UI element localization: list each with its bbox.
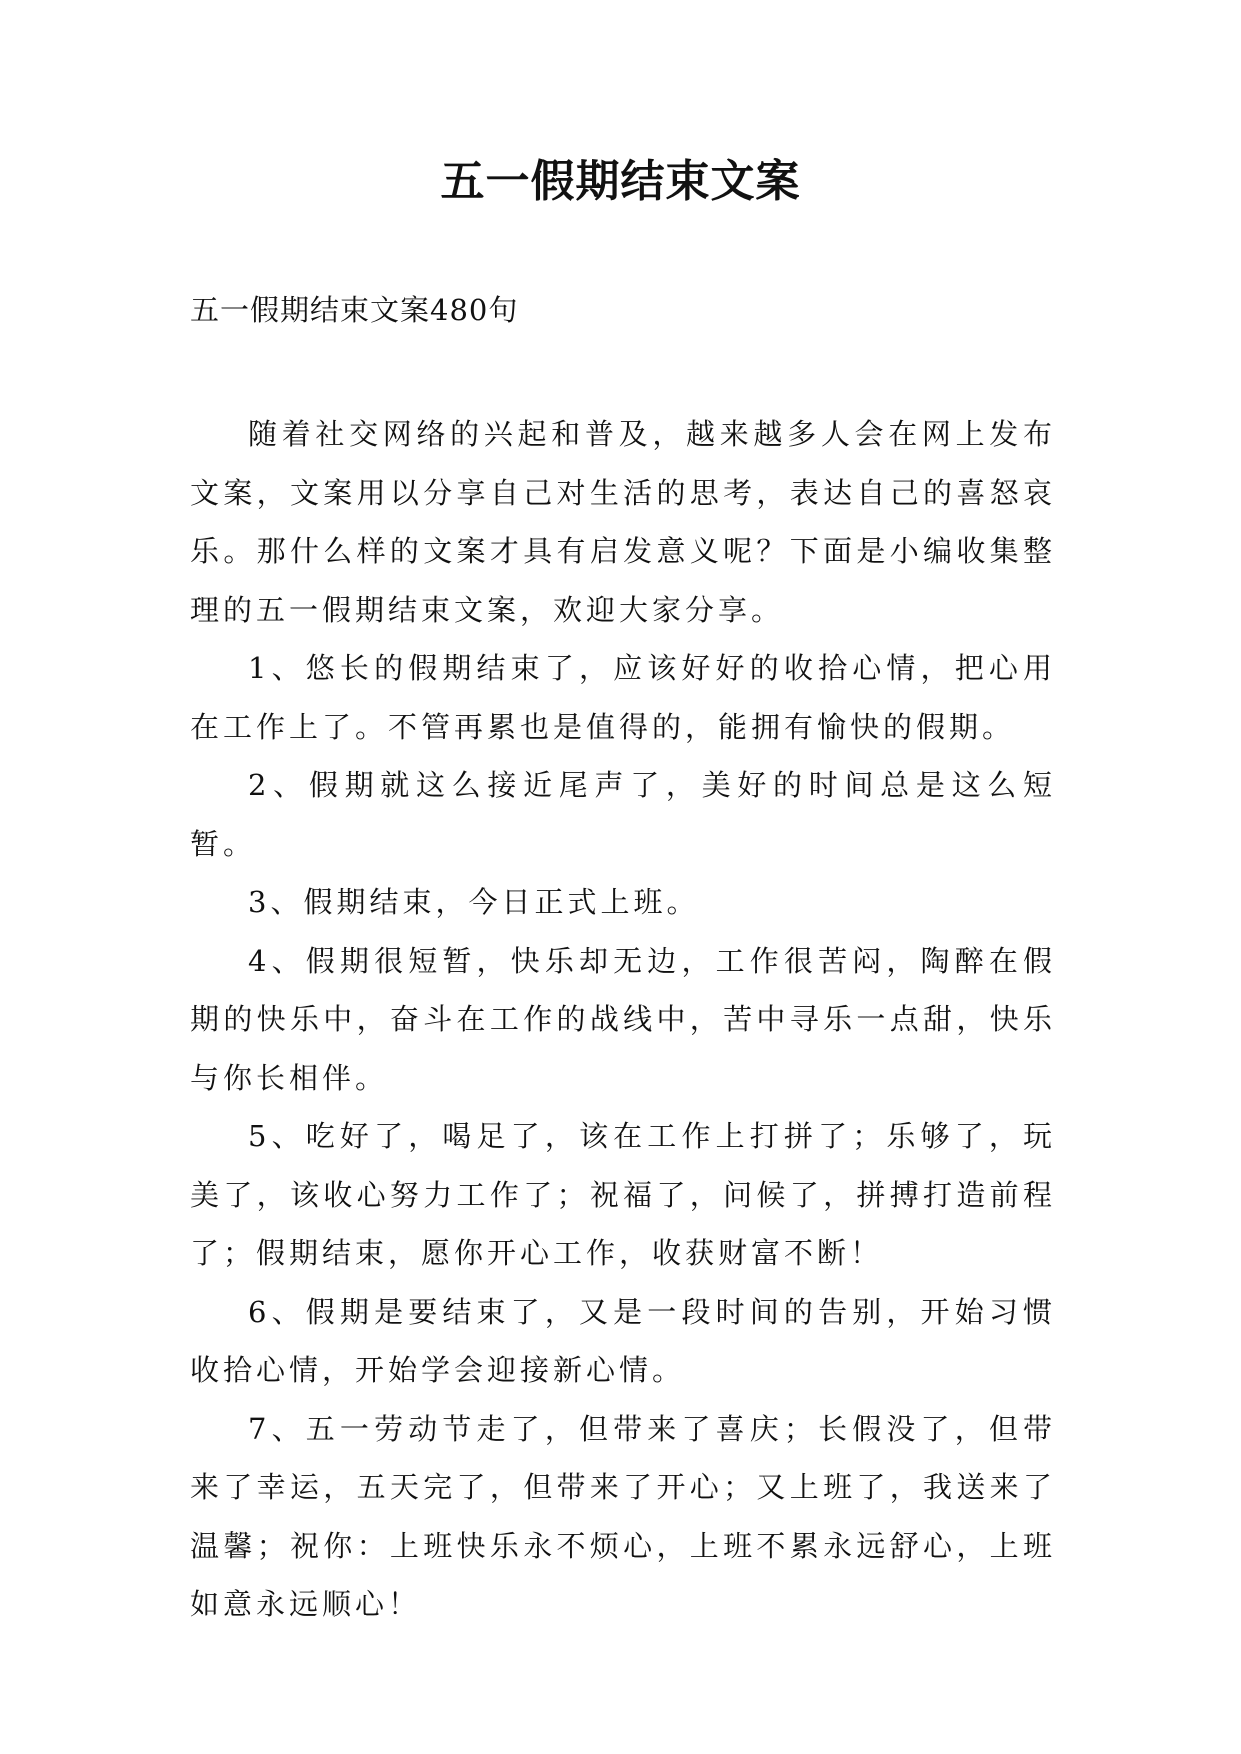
document-subtitle: 五一假期结束文案480句 bbox=[190, 293, 519, 327]
list-item-7: 7、五一劳动节走了，但带来了喜庆；长假没了，但带来了幸运，五天完了，但带来了开心；又上班了，我送来了温馨；祝你：上班快乐永不烦心，上班不累永远舒心，上班如意永远顺心！ bbox=[190, 1411, 1056, 1621]
list-item-4: 4、假期很短暂，快乐却无边，工作很苦闷，陶醉在假期的快乐中，奋斗在工作的战线中，苦中寻乐一点甜，快乐与你长相伴。 bbox=[190, 943, 1056, 1095]
list-item-6: 6、假期是要结束了，又是一段时间的告别，开始习惯收拾心情，开始学会迎接新心情。 bbox=[190, 1294, 1056, 1387]
document-body bbox=[190, 405, 1056, 1634]
list-item-2: 2、假期就这么接近尾声了，美好的时间总是这么短暂。 bbox=[190, 768, 1056, 861]
list-item-1: 1、悠长的假期结束了，应该好好的收拾心情，把心用在工作上了。不管再累也是值得的，能拥有愉快的假期。 bbox=[190, 651, 1056, 744]
list-item-3: 3、假期结束，今日正式上班。 bbox=[248, 885, 700, 919]
intro-paragraph: 随着社交网络的兴起和普及，越来越多人会在网上发布文案，文案用以分享自己对生活的思考，表达自己的喜怒哀乐。那什么样的文案才具有启发意义呢？下面是小编收集整理的五一假期结束文案，欢迎大家分享。 bbox=[190, 417, 1056, 627]
document-title: 五一假期结束文案 bbox=[440, 156, 801, 207]
list-item-5: 5、吃好了，喝足了，该在工作上打拼了；乐够了，玩美了，该收心努力工作了；祝福了，问候了，拼搏打造前程了；假期结束，愿你开心工作，收获财富不断！ bbox=[190, 1119, 1056, 1270]
